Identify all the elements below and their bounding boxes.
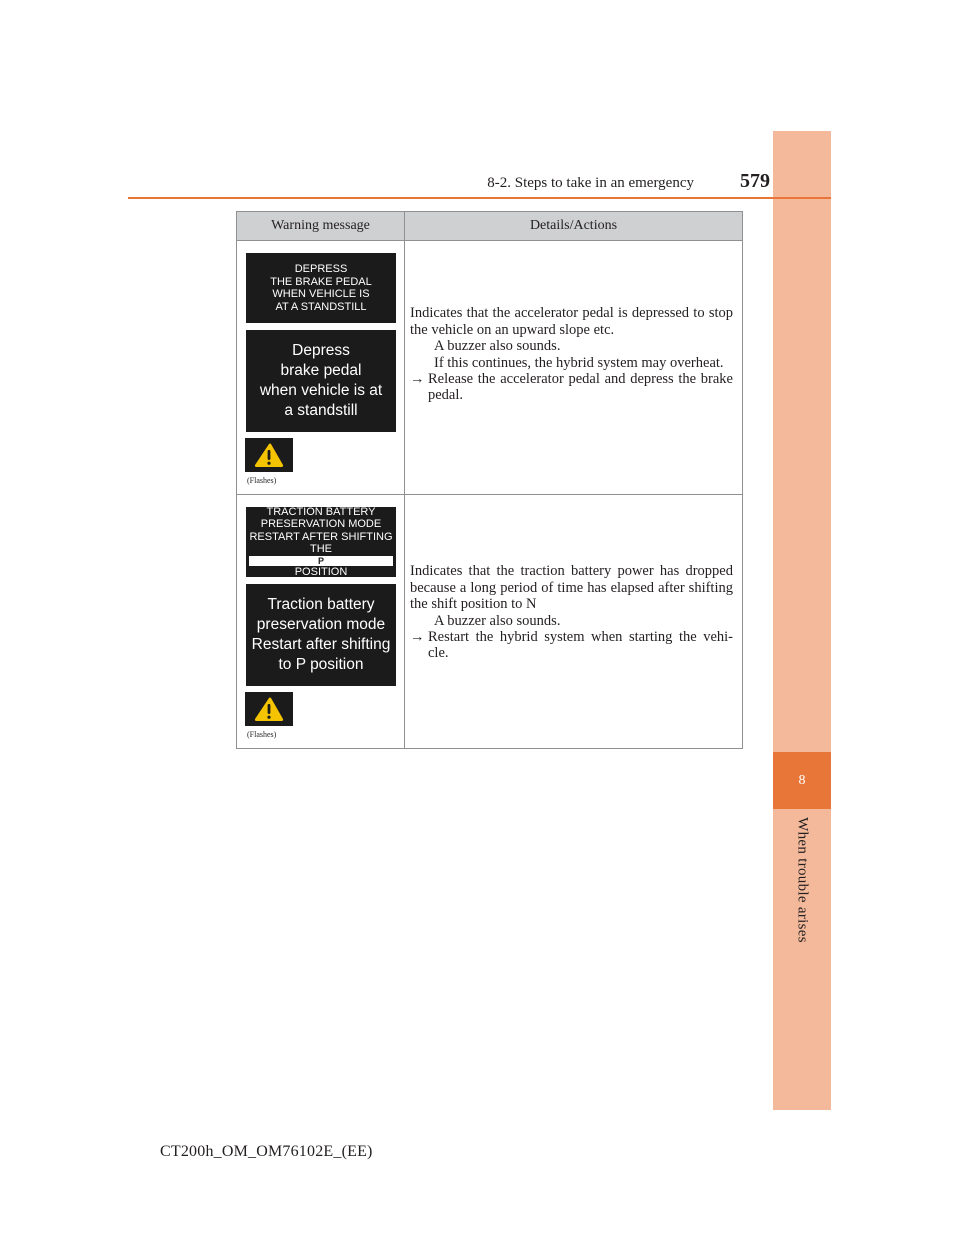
warning-message-cell — [237, 241, 405, 495]
action-text: Restart the hybrid system when starting the vehi-cle. — [428, 628, 733, 662]
screen-line: to P position — [278, 656, 364, 673]
display-screen-upper — [246, 253, 396, 323]
screen-line: brake pedal — [280, 362, 362, 379]
screen-line: THE BRAKE PEDAL — [270, 275, 372, 288]
action-line — [410, 629, 733, 662]
note-text: A buzzer also sounds. — [434, 612, 561, 629]
screen-line — [249, 543, 392, 578]
screen-line: AT A STANDSTILL — [275, 300, 367, 313]
page-number: 579 — [740, 170, 770, 192]
screen-line: DEPRESS — [294, 263, 348, 275]
warning-message-table — [236, 211, 743, 749]
chapter-number-badge — [773, 752, 831, 809]
warning-triangle-icon — [245, 692, 293, 726]
action-text: Release the accelerator pedal and depress the brake pedal. — [428, 370, 733, 404]
note-text: If this continues, the hybrid system may overheat. — [434, 354, 724, 371]
screen-line: Traction battery — [267, 596, 375, 613]
screen-line: TRACTION BATTERY — [266, 505, 376, 518]
chapter-title: When trouble arises — [794, 817, 811, 943]
details-text: Indicates that the accelerator pedal is depressed to stop the vehicle on an upward slope etc. — [410, 305, 733, 338]
screen-line: Depress — [292, 342, 350, 359]
document-code: CT200h_OM_OM76102E_(EE) — [160, 1143, 373, 1160]
display-screen-lower — [246, 584, 396, 686]
warning-triangle-icon — [245, 438, 293, 472]
header-divider — [128, 197, 831, 199]
screen-line: PRESERVATION MODE — [260, 518, 382, 531]
screen-line: Restart after shifting — [251, 636, 391, 653]
p-position-icon: P — [249, 556, 392, 566]
chapter-side-tab — [773, 131, 831, 1110]
flashes-caption: (Flashes) — [247, 730, 277, 739]
warning-message-cell — [237, 495, 405, 749]
arrow-icon: → — [410, 628, 425, 645]
screen-line: WHEN VEHICLE IS — [272, 288, 370, 300]
table-row — [237, 495, 743, 749]
note-text: A buzzer also sounds. — [434, 338, 561, 355]
details-cell — [405, 241, 743, 495]
section-title: 8-2. Steps to take in an emergency — [487, 175, 694, 191]
chapter-number: 8 — [798, 772, 806, 788]
screen-line: a standstill — [284, 402, 358, 419]
details-text: Indicates that the traction battery power has dropped because a long period of time has elapsed after shifting the shift position to N — [410, 563, 733, 613]
table-header-row — [237, 212, 743, 241]
table-row — [237, 241, 743, 495]
screen-line: when vehicle is at — [259, 382, 383, 399]
arrow-icon: → — [410, 370, 425, 387]
screen-word: POSITION — [294, 565, 348, 578]
display-screen-lower — [246, 330, 396, 432]
flashes-caption: (Flashes) — [247, 476, 277, 485]
column-header-warning-message: Warning message — [237, 212, 405, 241]
column-header-details-actions: Details/Actions — [405, 212, 743, 241]
screen-word: THE — [310, 543, 332, 556]
display-screen-upper — [246, 507, 396, 577]
details-cell — [405, 495, 743, 749]
screen-line: preservation mode — [256, 616, 386, 633]
action-line — [410, 371, 733, 404]
screen-line: RESTART AFTER SHIFTING — [249, 530, 393, 543]
